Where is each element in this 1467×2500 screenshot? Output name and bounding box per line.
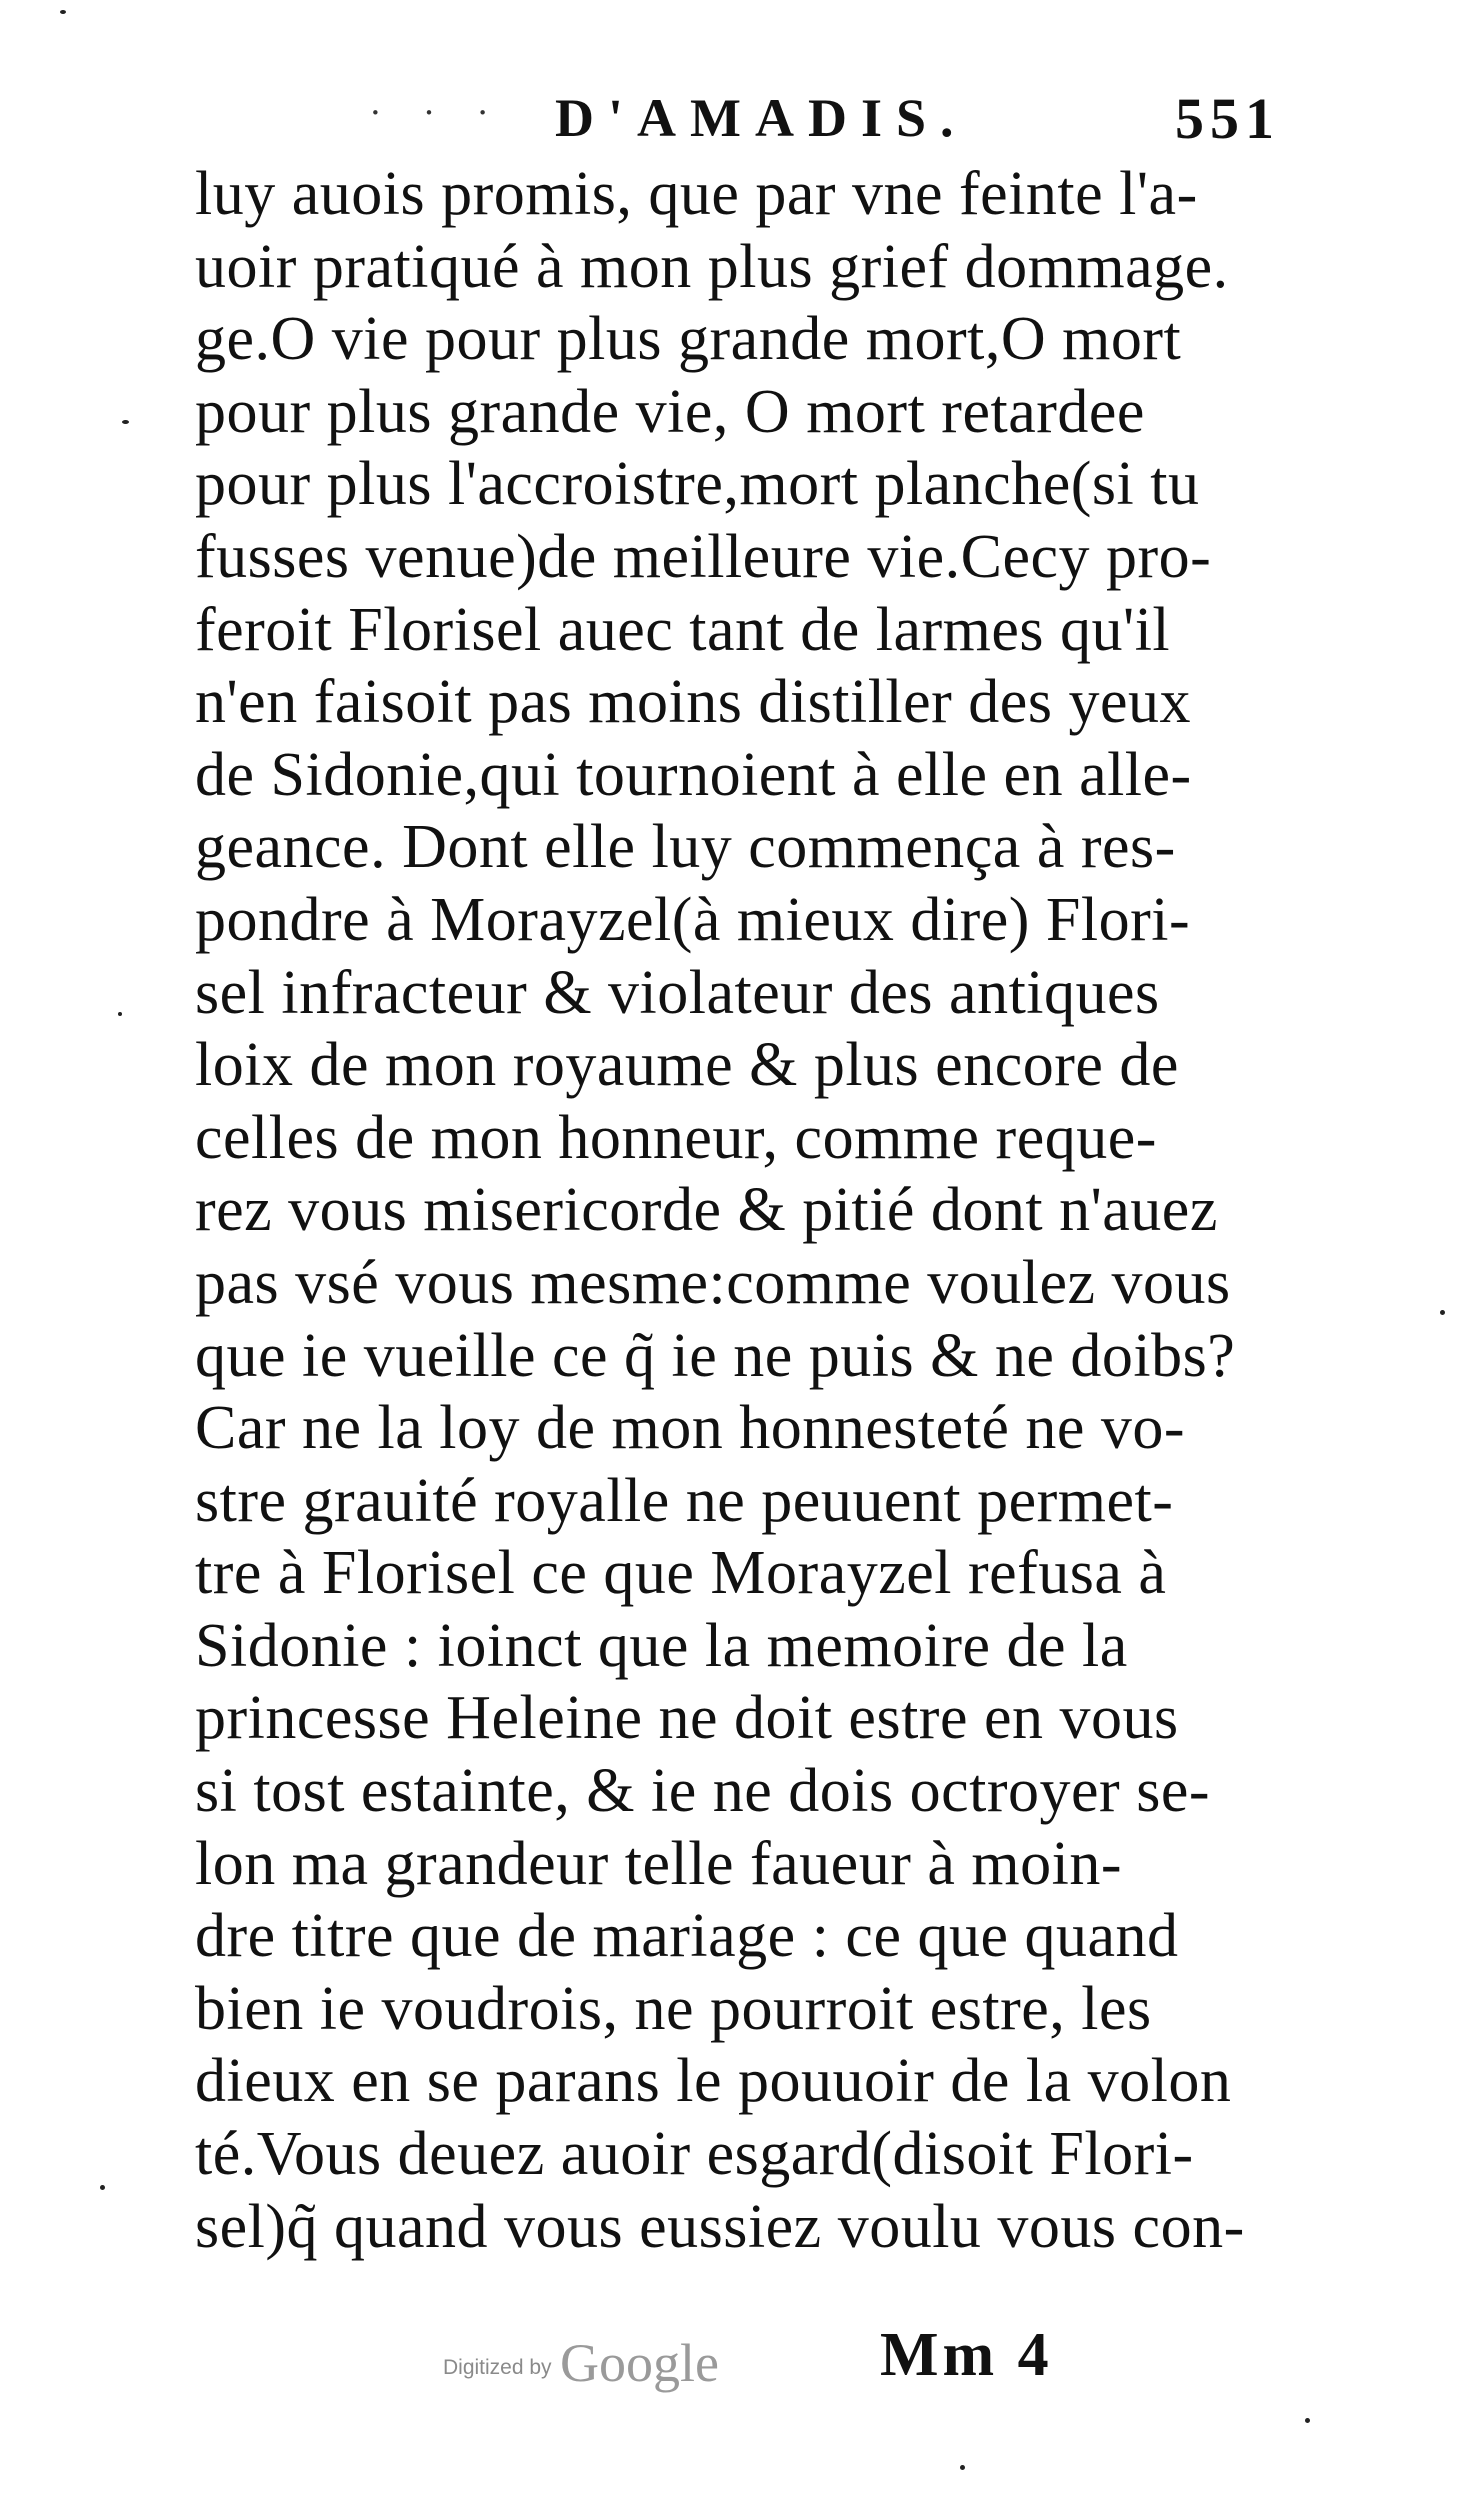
text-line: feroit Florisel auec tant de larmes qu'il (195, 595, 1171, 664)
page-footer (0, 2320, 1467, 2440)
text-line: rez vous misericorde & pitié dont n'auez (195, 1176, 1218, 1245)
text-line: princesse Heleine ne doit estre en vous (195, 1684, 1179, 1753)
text-line: pondre à Morayzel(à mieux dire) Flori- (195, 885, 1191, 954)
text-line: lon ma grandeur telle faueur à moin- (195, 1829, 1122, 1898)
running-title: D'AMADIS. (555, 88, 968, 148)
text-line: pas vsé vous mesme:comme voulez vous (195, 1248, 1231, 1317)
text-line: que ie vueille ce q̃ ie ne puis & ne doibs? (195, 1321, 1236, 1390)
google-watermark: Google (560, 2333, 719, 2393)
text-line: luy auois promis, que par vne feinte l'a- (195, 160, 1198, 228)
text-line: celles de mon honneur, comme reque- (195, 1103, 1157, 1172)
text-line: geance. Dont elle luy commença à res- (195, 813, 1176, 882)
text-line: tre à Florisel ce que Morayzel refusa à (195, 1539, 1167, 1608)
text-line: loix de mon royaume & plus encore de (195, 1031, 1179, 1100)
text-line: n'en faisoit pas moins distiller des yeux (195, 668, 1191, 737)
text-line: Car ne la loy de mon honnesteté ne vo- (195, 1394, 1186, 1463)
text-line: sel)q̃ quand vous eussiez voulu vous con- (195, 2192, 1245, 2261)
text-line: pour plus grande vie, O mort retardee (195, 377, 1145, 446)
text-line: dieux en se parans le pouuoir de la volon (195, 2047, 1232, 2116)
scan-speck (1305, 2418, 1310, 2423)
text-line: té.Vous deuez auoir esgard(disoit Flori- (195, 2120, 1194, 2189)
text-line: de Sidonie,qui tournoient à elle en alle- (195, 740, 1192, 809)
body-text (195, 158, 1365, 2263)
signature-mark: Mm 4 (880, 2321, 1053, 2389)
text-line: Sidonie : ioinct que la memoire de la (195, 1611, 1128, 1680)
scan-speck (960, 2465, 965, 2470)
scan-speck (60, 10, 66, 14)
text-line: sel infracteur & violateur des antiques (195, 958, 1160, 1027)
digitized-by-label: Digitized by (443, 2356, 552, 2379)
text-line: fusses venue)de meilleure vie.Cecy pro- (195, 522, 1212, 591)
text-line: stre grauité royalle ne peuuent permet- (195, 1466, 1174, 1535)
text-line: ge.O vie pour plus grande mort,O mort (195, 305, 1182, 374)
page-number: 551 (1175, 86, 1280, 151)
text-line: pour plus l'accroistre,mort planche(si tu (195, 450, 1200, 519)
page-header (190, 85, 1390, 155)
scan-speck (118, 1012, 122, 1016)
scan-speck (100, 2185, 105, 2190)
scan-speck (1440, 1310, 1445, 1315)
scan-speck (122, 420, 129, 424)
text-line: si tost estainte, & ie ne dois octroyer se- (195, 1757, 1210, 1826)
header-ornament-dots: · · · (370, 93, 505, 133)
text-line: dre titre que de mariage : ce que quand (195, 1902, 1179, 1971)
text-line: bien ie voudrois, ne pourroit estre, les (195, 1974, 1152, 2043)
text-line: uoir pratiqué à mon plus grief dommage. (195, 232, 1229, 301)
